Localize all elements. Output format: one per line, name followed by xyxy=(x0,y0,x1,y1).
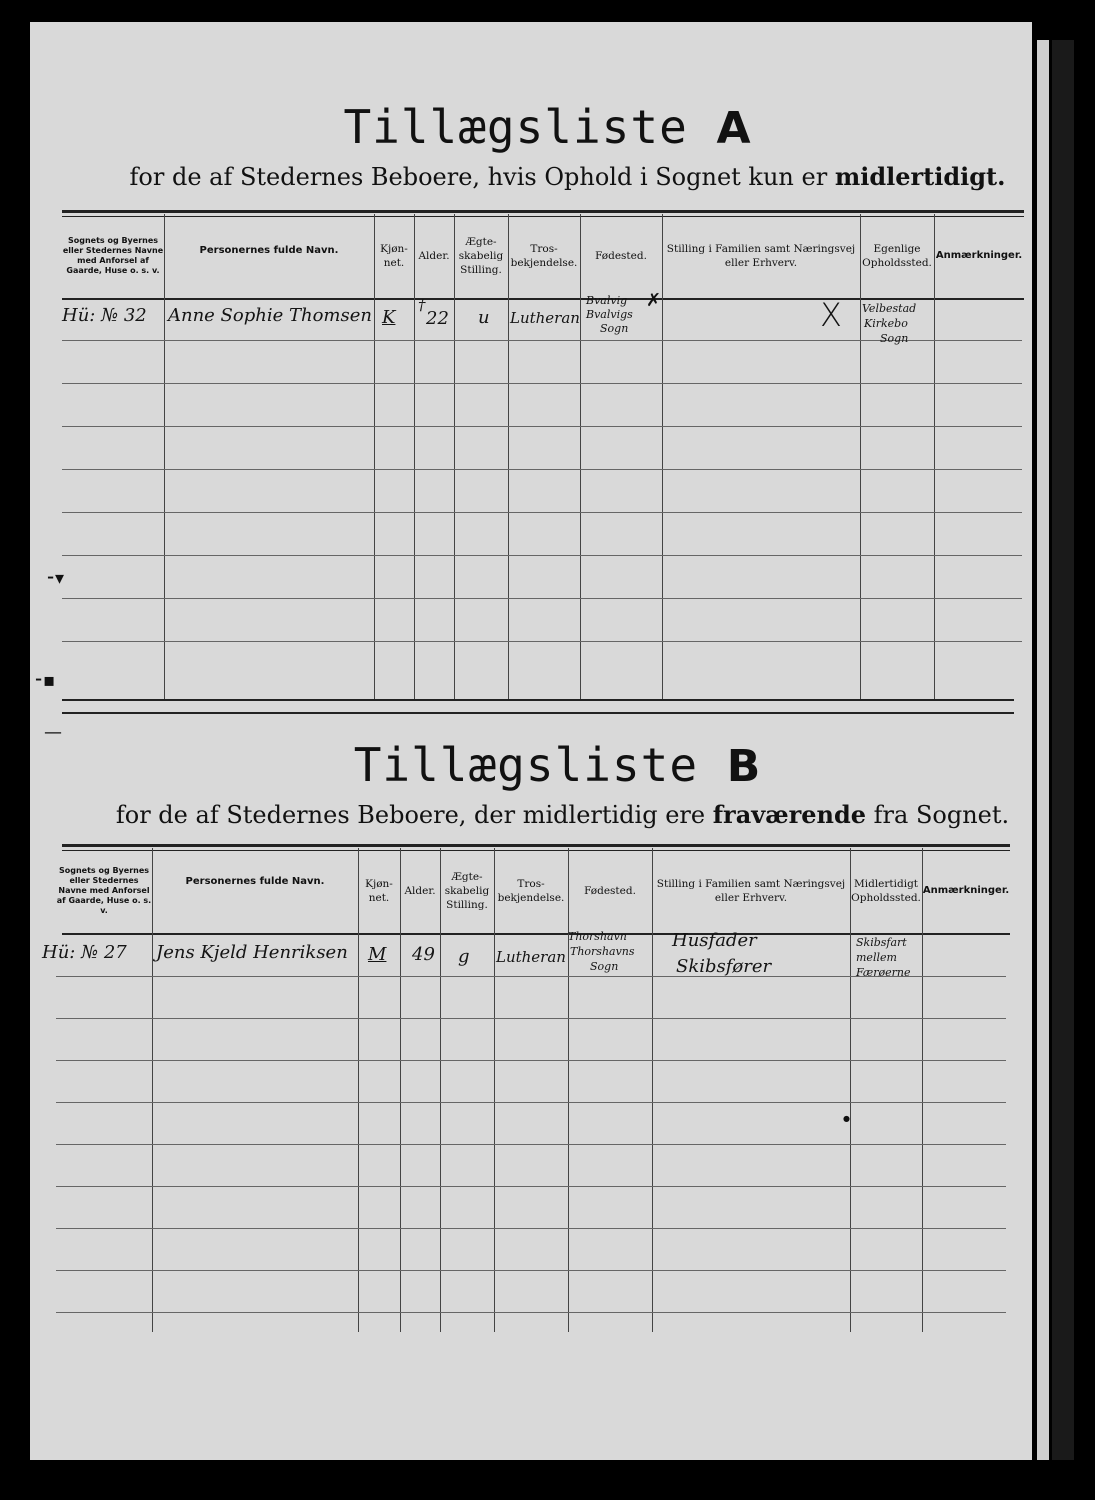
header-b-birthplace: Fødested. xyxy=(584,885,636,897)
entry-b-religion: Lutheran xyxy=(496,948,566,966)
header-b-occupation: Stilling i Familien samt Næringsvej eller Erhverv. xyxy=(656,878,846,904)
header-b-marital: Ægte-skabelig Stilling. xyxy=(444,871,490,911)
entry-a-residence-1: Velbestad xyxy=(862,302,917,315)
section-b-header-rule xyxy=(62,933,1010,935)
entry-a-residence-3: Sogn xyxy=(880,332,909,345)
section-a-subtitle: for de af Stedernes Beboere, hvis Ophold i Sognet kun er midlertidigt. xyxy=(129,162,1006,191)
header-a-age: Alder. xyxy=(418,250,450,262)
header-b-place: Sognets og Byernes eller Stedernes Navne med Anforsel af Gaarde, Huse o. s. v. xyxy=(56,866,152,915)
header-b-age: Alder. xyxy=(404,885,436,897)
entry-b-age: 49 xyxy=(412,944,435,965)
header-b-name: Personernes fulde Navn. xyxy=(185,876,325,887)
header-a-occupation: Stilling i Familien samt Næringsvej eller Erhverv. xyxy=(666,243,856,269)
header-a-residence: Egenlige Opholdssted. xyxy=(862,243,932,269)
entry-b-birthplace-1: Thorshavn xyxy=(568,930,627,943)
margin-mark: ⁃▪ xyxy=(34,670,56,691)
section-divider xyxy=(62,712,1014,714)
entry-a-name: Anne Sophie Thomsen xyxy=(168,305,372,326)
header-a-remarks: Anmærkninger. xyxy=(935,250,1023,261)
entry-a-birthplace-1: Bvalvig xyxy=(586,294,628,307)
header-b-residence: Midlertidigt Opholdssted. xyxy=(851,878,921,904)
header-a-place: Sognets og Byernes eller Stedernes Navne med Anforsel af Gaarde, Huse o. s. v. xyxy=(62,236,164,275)
header-a-name: Personernes fulde Navn. xyxy=(199,245,339,256)
header-a-religion: Tros-bekjendelse. xyxy=(510,243,578,269)
section-a-title: Tillægsliste A xyxy=(343,100,752,154)
entry-a-religion: Lutheran xyxy=(510,309,580,327)
entry-a-marital: u xyxy=(478,307,490,328)
entry-a-sex: K xyxy=(382,307,396,328)
entry-a-birthplace-3: Sogn xyxy=(600,322,629,335)
entry-b-residence-2: mellem xyxy=(856,951,897,964)
header-a-marital: Ægte-skabelig Stilling. xyxy=(458,236,504,276)
entry-a-birthplace-2: Bvalvigs xyxy=(586,308,633,321)
ink-dot: ● xyxy=(843,1114,850,1123)
header-b-remarks: Anmærkninger. xyxy=(922,885,1010,896)
entry-a-occupation-mark: X xyxy=(820,296,842,334)
section-a-header-rule xyxy=(62,298,1024,300)
section-b-subtitle: for de af Stedernes Beboere, der midlertidig ere fraværende fra Sognet. xyxy=(115,800,1010,829)
header-a-sex: Kjøn-net. xyxy=(380,243,408,269)
header-b-religion: Tros-bekjendelse. xyxy=(497,878,565,904)
table-a-row-line xyxy=(62,340,1022,341)
section-a-bottom-rule xyxy=(62,699,1014,701)
entry-a-residence-2: Kirkebo xyxy=(864,317,908,330)
section-b-title: Tillægsliste B xyxy=(353,738,762,792)
entry-b-residence-1: Skibsfart xyxy=(856,936,907,949)
entry-b-birthplace-3: Sogn xyxy=(590,960,619,973)
entry-b-occupation-1: Husfader xyxy=(672,930,757,951)
entry-b-marital: g xyxy=(458,946,470,967)
entry-b-name: Jens Kjeld Henriksen xyxy=(156,942,348,963)
section-a-top-rule xyxy=(62,210,1024,213)
entry-a-age-mark: † xyxy=(418,296,426,314)
entry-b-residence-3: Færøerne xyxy=(856,966,911,979)
entry-a-cross-mark: ✗ xyxy=(646,290,662,311)
entry-a-age: 22 xyxy=(426,308,449,329)
entry-b-birthplace-2: Thorshavns xyxy=(570,945,635,958)
margin-mark: — xyxy=(44,722,62,743)
entry-b-sex: M xyxy=(368,944,387,965)
entry-b-occupation-2: Skibsfører xyxy=(676,956,772,977)
section-b-top-rule xyxy=(62,844,1010,847)
entry-b-place: Hü: № 27 xyxy=(42,942,127,963)
entry-a-place: Hü: № 32 xyxy=(62,305,147,326)
header-a-birthplace: Fødested. xyxy=(595,250,647,262)
header-b-sex: Kjøn-net. xyxy=(365,878,393,904)
margin-mark: ⁃▾ xyxy=(46,568,65,589)
